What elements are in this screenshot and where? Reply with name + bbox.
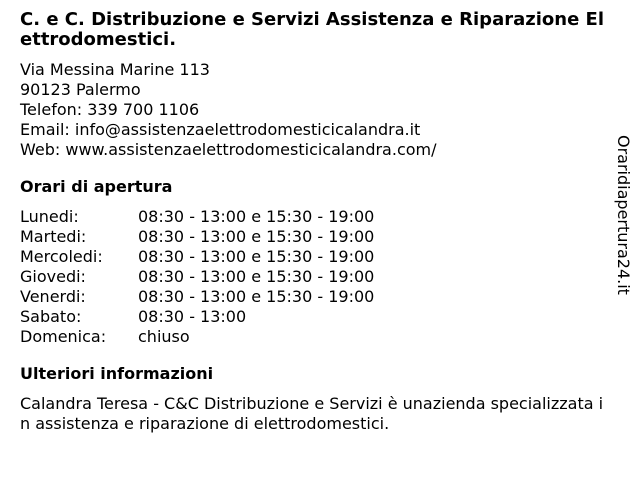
opening-hours-table — [20, 207, 605, 347]
business-card — [20, 10, 605, 434]
day-label: Martedi: — [20, 227, 87, 246]
day-label: Lunedi: — [20, 207, 79, 226]
time-value: 08:30 - 13:00 e 15:30 - 19:00 — [138, 207, 375, 226]
day-label: Domenica: — [20, 327, 107, 346]
time-value: 08:30 - 13:00 — [138, 307, 247, 326]
hours-row-friday — [20, 287, 605, 307]
time-value: 08:30 - 13:00 e 15:30 - 19:00 — [138, 267, 375, 286]
opening-hours-heading: Orari di apertura — [20, 177, 173, 196]
address-block — [20, 60, 605, 160]
time-value: chiuso — [138, 327, 190, 346]
phone-line: Telefon: 339 700 1106 — [20, 100, 200, 119]
day-label: Giovedi: — [20, 267, 86, 286]
more-info-text: Calandra Teresa - C&C Distribuzione e Servizi è unazienda specializzata in assistenza e riparazione di elettrodomestici. — [20, 394, 604, 433]
day-label: Sabato: — [20, 307, 82, 326]
day-label: Mercoledi: — [20, 247, 103, 266]
hours-row-tuesday — [20, 227, 605, 247]
hours-row-wednesday — [20, 247, 605, 267]
city-postcode: 90123 Palermo — [20, 80, 141, 99]
hours-row-monday — [20, 207, 605, 227]
time-value: 08:30 - 13:00 e 15:30 - 19:00 — [138, 227, 375, 246]
day-label: Venerdi: — [20, 287, 86, 306]
side-brand-watermark: Oraridiapertura24.it — [614, 135, 633, 295]
web-line: Web: www.assistenzaelettrodomesticicalandra.com/ — [20, 140, 437, 159]
hours-row-sunday — [20, 327, 605, 347]
business-title: C. e C. Distribuzione e Servizi Assistenza e Riparazione Elettrodomestici. — [20, 9, 605, 50]
time-value: 08:30 - 13:00 e 15:30 - 19:00 — [138, 247, 375, 266]
more-info-heading: Ulteriori informazioni — [20, 364, 214, 383]
hours-row-thursday — [20, 267, 605, 287]
hours-row-saturday — [20, 307, 605, 327]
email-line: Email: info@assistenzaelettrodomesticicalandra.it — [20, 120, 421, 139]
street-address: Via Messina Marine 113 — [20, 60, 210, 79]
time-value: 08:30 - 13:00 e 15:30 - 19:00 — [138, 287, 375, 306]
